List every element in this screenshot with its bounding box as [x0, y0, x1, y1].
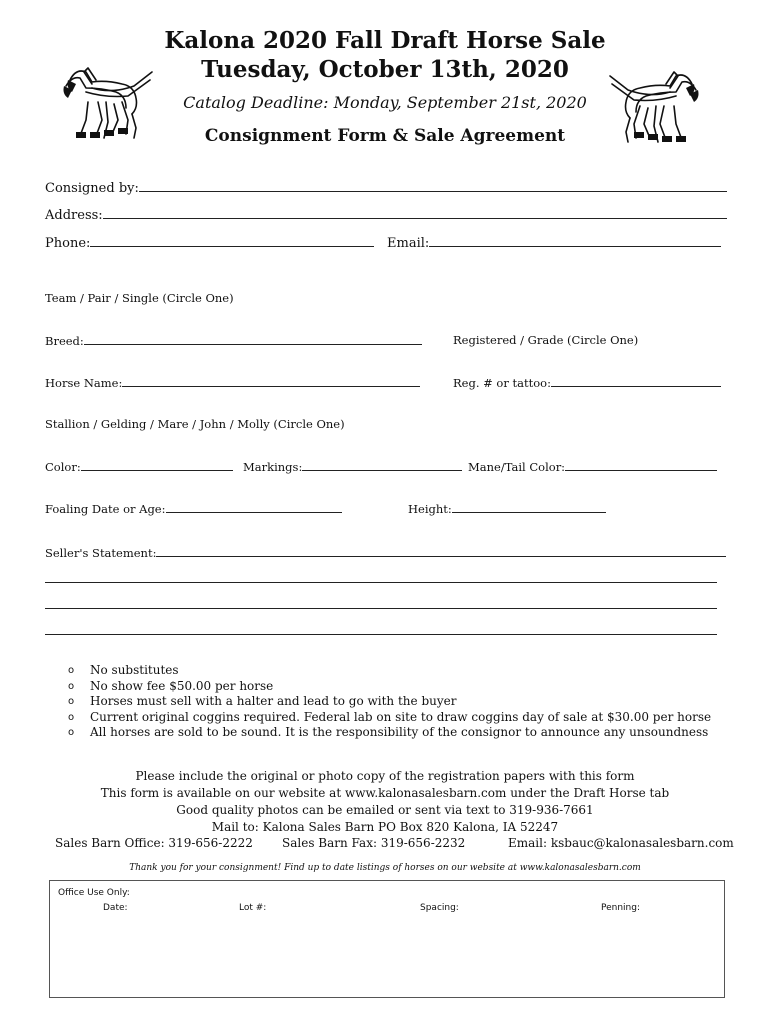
sale-date: Tuesday, October 13th, 2020 — [201, 56, 569, 83]
height-line[interactable] — [452, 500, 606, 513]
statement-line-4[interactable] — [45, 633, 717, 635]
horse-name-line[interactable] — [122, 374, 420, 387]
reg-tattoo-field[interactable] — [453, 374, 721, 391]
list-item — [64, 725, 711, 741]
email-line[interactable] — [429, 234, 721, 247]
reg-tattoo-line[interactable] — [551, 374, 721, 387]
contact-email[interactable]: Email: ksbauc@kalonasalesbarn.com — [508, 836, 734, 850]
office-date-label: Date: — [103, 903, 128, 913]
mane-tail-color-label: Mane/Tail Color: — [468, 460, 566, 474]
height-field[interactable] — [408, 500, 606, 517]
draft-horse-team-icon — [62, 58, 154, 140]
bullet-icon: o — [68, 696, 75, 707]
registration-note: Please include the original or photo copy of the registration papers with this form — [135, 769, 635, 783]
form-subtitle: Consignment Form & Sale Agreement — [204, 126, 566, 146]
office-lot-label: Lot #: — [239, 903, 267, 913]
office-spacing-label: Spacing: — [420, 903, 459, 913]
foaling-label: Foaling Date or Age: — [45, 502, 166, 516]
statement-line-3[interactable] — [45, 607, 717, 609]
sellers-statement-field[interactable] — [45, 544, 726, 561]
thank-you-note: Thank you for your consignment! Find up to date listings of horses on our website at www.kalonasalesbarn.com — [129, 863, 641, 873]
breed-label: Breed: — [45, 334, 84, 348]
email-field[interactable] — [387, 234, 721, 252]
rule-text: Horses must sell with a halter and lead to go with the buyer — [90, 694, 457, 708]
list-item — [64, 694, 711, 710]
sellers-statement-label: Seller's Statement: — [45, 546, 157, 560]
consigned-by-label: Consigned by: — [45, 181, 139, 196]
catalog-deadline: Catalog Deadline: Monday, September 21st, 2020 — [183, 93, 587, 112]
mane-tail-color-field[interactable] — [468, 458, 717, 475]
draft-horse-team-icon — [608, 62, 700, 144]
color-line[interactable] — [81, 458, 233, 471]
list-item — [64, 663, 711, 679]
sale-rules-list — [64, 663, 711, 741]
rule-text: No substitutes — [90, 663, 179, 677]
mailing-address: Mail to: Kalona Sales Barn PO Box 820 Kalona, IA 52247 — [211, 820, 559, 834]
markings-label: Markings: — [243, 460, 303, 474]
registered-grade-choice[interactable]: Registered / Grade (Circle One) — [453, 333, 639, 347]
consigned-by-line[interactable] — [139, 179, 727, 192]
office-use-heading: Office Use Only: — [58, 888, 130, 898]
color-field[interactable] — [45, 458, 233, 475]
list-item — [64, 679, 711, 695]
address-field[interactable] — [45, 206, 727, 224]
rule-text: Current original coggins required. Federal lab on site to draw coggins day of sale at $30.00 per horse — [90, 709, 712, 724]
bullet-icon: o — [68, 665, 75, 676]
mane-tail-color-line[interactable] — [565, 458, 717, 471]
statement-line-2[interactable] — [45, 581, 717, 583]
reg-tattoo-label: Reg. # or tattoo: — [453, 376, 551, 390]
email-label: Email: — [387, 236, 430, 251]
office-penning-label: Penning: — [601, 903, 641, 913]
phone-line[interactable] — [90, 234, 374, 247]
list-item — [64, 710, 711, 726]
foaling-field[interactable] — [45, 500, 342, 517]
office-use-box — [49, 880, 725, 998]
consigned-by-field[interactable] — [45, 179, 727, 197]
height-label: Height: — [408, 502, 452, 516]
office-phone: Sales Barn Office: 319-656-2222 — [55, 836, 253, 850]
bullet-icon: o — [68, 680, 75, 692]
phone-label: Phone: — [45, 236, 91, 251]
bullet-icon: o — [68, 727, 75, 738]
horse-name-label: Horse Name: — [45, 376, 123, 390]
breed-field[interactable] — [45, 332, 422, 349]
phone-field[interactable] — [45, 234, 374, 252]
sale-title: Kalona 2020 Fall Draft Horse Sale — [164, 27, 606, 54]
horse-name-field[interactable] — [45, 374, 420, 391]
bullet-icon: o — [68, 711, 75, 723]
markings-line[interactable] — [302, 458, 462, 471]
address-line[interactable] — [103, 206, 727, 219]
website-note: This form is available on our website at www.kalonasalesbarn.com under the Draft Horse tab — [100, 786, 670, 800]
rule-text: All horses are sold to be sound. It is the responsibility of the consignor to announce any unsoundness — [90, 725, 709, 739]
color-label: Color: — [45, 460, 81, 474]
sellers-statement-line[interactable] — [156, 544, 726, 557]
photos-note: Good quality photos can be emailed or sent via text to 319-936-7661 — [176, 803, 594, 817]
markings-field[interactable] — [243, 458, 462, 475]
breed-line[interactable] — [84, 332, 422, 345]
address-label: Address: — [45, 208, 103, 223]
sex-choice[interactable]: Stallion / Gelding / Mare / John / Molly (Circle One) — [45, 417, 345, 431]
fax-number: Sales Barn Fax: 319-656-2232 — [282, 836, 466, 850]
foaling-line[interactable] — [166, 500, 342, 513]
rule-text: No show fee $50.00 per horse — [90, 678, 274, 693]
team-pair-single-choice[interactable]: Team / Pair / Single (Circle One) — [45, 291, 234, 305]
